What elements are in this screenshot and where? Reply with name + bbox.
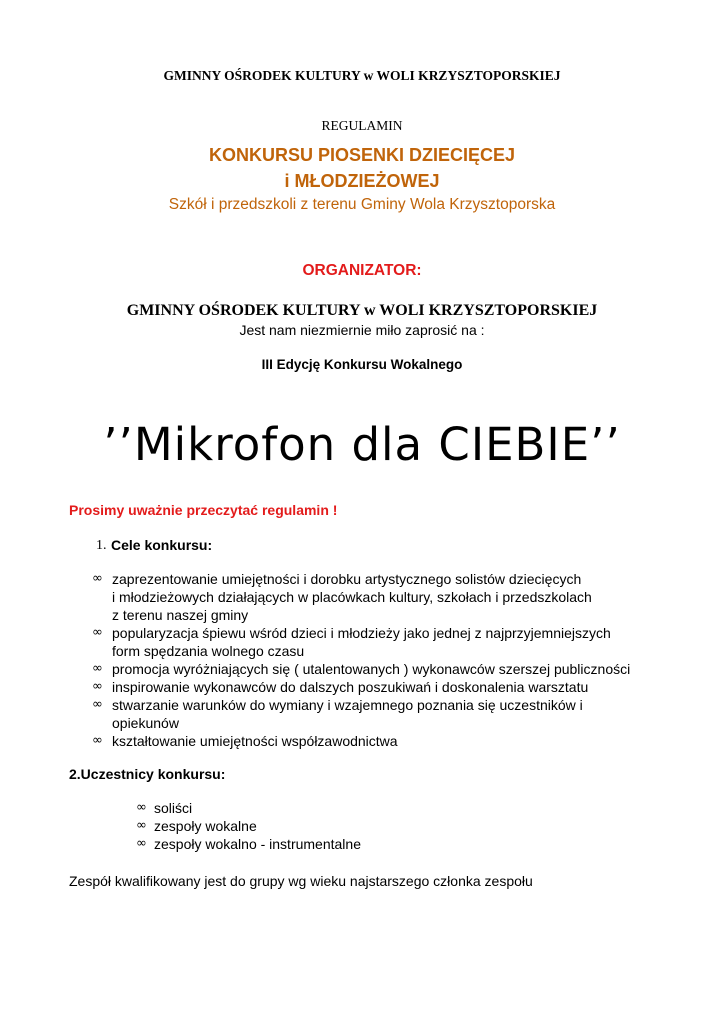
title-line-1: KONKURSU PIOSENKI DZIECIĘCEJ — [208, 145, 516, 165]
list-item: ∞ zespoły wokalno - instrumentalne — [136, 836, 361, 852]
section-2-title: 2.Uczestnicy konkursu: — [69, 766, 226, 782]
list-item-continuation: i młodzieżowych działających w placówkach kultury, szkołach i przedszkolach — [112, 589, 592, 605]
list-item: ∞ kształtowanie umiejętności współzawodnictwa — [92, 733, 398, 749]
list-item-continuation: form spędzania wolnego czasu — [112, 643, 305, 659]
edition-text: III Edycję Konkursu Wokalnego — [261, 357, 463, 372]
list-item: ∞ promocja wyróżniających się ( utalentowanych ) wykonawców szerszej publiczności — [92, 661, 631, 677]
infinity-bullet-icon: ∞ — [92, 733, 103, 748]
infinity-bullet-icon: ∞ — [92, 661, 103, 676]
infinity-bullet-icon: ∞ — [136, 836, 147, 851]
contest-name: ’’Mikrofon dla CIEBIE’’ — [103, 418, 621, 471]
infinity-bullet-icon: ∞ — [92, 571, 103, 586]
infinity-bullet-icon: ∞ — [92, 679, 103, 694]
invite-text: Jest nam niezmiernie miło zaprosić na : — [239, 322, 485, 338]
infinity-bullet-icon: ∞ — [136, 818, 147, 833]
list-item-continuation: z terenu naszej gminy — [112, 607, 249, 623]
infinity-bullet-icon: ∞ — [92, 697, 103, 712]
organizer-label: ORGANIZATOR: — [302, 262, 422, 279]
goals-list — [92, 570, 692, 750]
institution-header: GMINNY OŚRODEK KULTURY w WOLI KRZYSZTOPORSKIEJ — [163, 68, 561, 83]
section-1-title: Cele konkursu: — [111, 537, 213, 553]
organizer-name: GMINNY OŚRODEK KULTURY w WOLI KRZYSZTOPORSKIEJ — [126, 302, 598, 319]
list-item: ∞ inspirowanie wykonawców do dalszych poszukiwań i doskonalenia warsztatu — [92, 679, 589, 695]
infinity-bullet-icon: ∞ — [136, 800, 147, 815]
list-item: ∞ popularyzacja śpiewu wśród dzieci i młodzieży jako jednej z najprzyjemniejszych — [92, 625, 611, 641]
list-item: ∞ zespoły wokalne — [136, 818, 257, 834]
section-1-number: 1. — [96, 538, 107, 553]
title-line-2: i MŁODZIEŻOWEJ — [284, 171, 440, 191]
document-type: REGULAMIN — [321, 118, 403, 133]
participants-list — [136, 799, 361, 853]
list-item-continuation: opiekunów — [112, 715, 179, 731]
read-rules-warning: Prosimy uważnie przeczytać regulamin ! — [69, 502, 338, 518]
infinity-bullet-icon: ∞ — [92, 625, 103, 640]
list-item: ∞ zaprezentowanie umiejętności i dorobku artystycznego solistów dziecięcych — [92, 571, 582, 587]
list-item: ∞ stwarzanie warunków do wymiany i wzajemnego poznania się uczestników i — [92, 697, 583, 713]
list-item: ∞ soliści — [136, 800, 193, 816]
subtitle: Szkół i przedszkoli z terenu Gminy Wola Krzysztoporska — [168, 196, 556, 213]
team-qualification-note: Zespół kwalifikowany jest do grupy wg wieku najstarszego członka zespołu — [69, 873, 533, 889]
